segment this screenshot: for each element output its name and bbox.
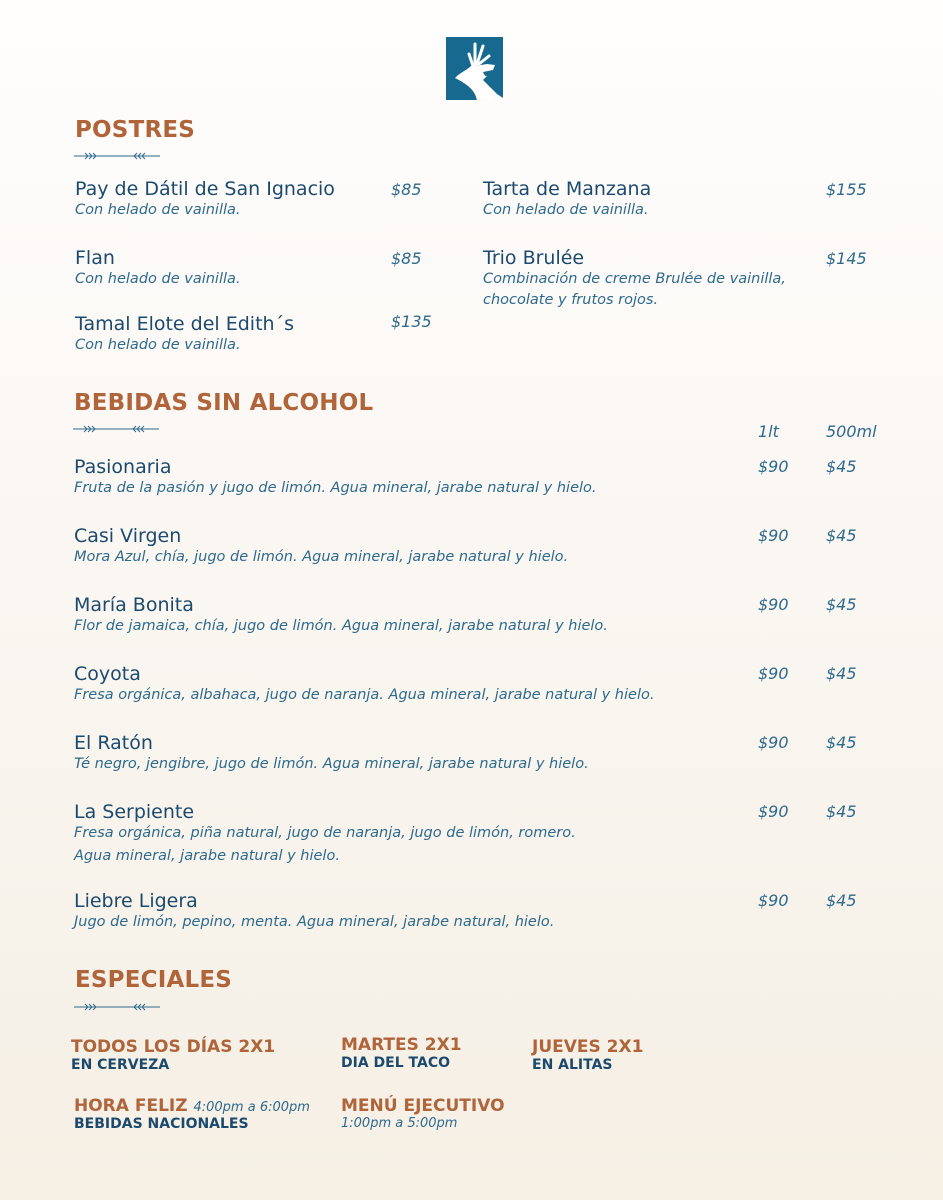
special-title: HORA FELIZ (74, 1096, 188, 1116)
item-desc: Fresa orgánica, piña natural, jugo de naranja, jugo de limón, romero. (74, 825, 576, 841)
special-item (532, 1037, 643, 1073)
column-header-1lt: 1lt (758, 422, 779, 441)
item-price: $145 (826, 249, 867, 268)
item-desc: Jugo de limón, pepino, menta. Agua mineral, jarabe natural, hielo. (74, 914, 555, 930)
drink-item (74, 525, 568, 568)
price-1lt: $90 (758, 457, 789, 476)
item-name: Flan (75, 247, 115, 269)
column-header-500ml: 500ml (826, 422, 877, 441)
special-item (74, 1096, 310, 1132)
ornament-divider (74, 1002, 160, 1012)
special-title: MENÚ EJECUTIVO (341, 1096, 505, 1116)
special-sub: DIA DEL TACO (341, 1055, 450, 1071)
item-desc: Con helado de vainilla. (75, 271, 241, 287)
drink-item (74, 801, 576, 867)
price-500ml: $45 (826, 664, 857, 683)
menu-item (483, 178, 651, 221)
item-name: Coyota (74, 663, 141, 685)
price-500ml: $45 (826, 733, 857, 752)
menu-item (483, 247, 813, 311)
price-500ml: $45 (826, 595, 857, 614)
price-1lt: $90 (758, 733, 789, 752)
special-item (341, 1096, 505, 1131)
price-1lt: $90 (758, 891, 789, 910)
special-sub: EN ALITAS (532, 1057, 613, 1073)
item-price: $85 (391, 180, 422, 199)
special-time: 1:00pm a 5:00pm (341, 1116, 458, 1131)
price-1lt: $90 (758, 595, 789, 614)
section-title-postres: POSTRES (75, 117, 196, 143)
item-price: $135 (391, 312, 432, 331)
drink-item (74, 732, 589, 775)
price-500ml: $45 (826, 457, 857, 476)
special-title: MARTES 2X1 (341, 1035, 462, 1055)
ornament-divider (74, 151, 160, 161)
item-name: Pasionaria (74, 456, 172, 478)
price-1lt: $90 (758, 526, 789, 545)
item-name: Liebre Ligera (74, 890, 198, 912)
special-sub: BEBIDAS NACIONALES (74, 1116, 249, 1132)
item-desc: Con helado de vainilla. (483, 202, 649, 218)
price-1lt: $90 (758, 802, 789, 821)
item-desc: Mora Azul, chía, jugo de limón. Agua mineral, jarabe natural y hielo. (74, 549, 569, 565)
item-desc: Combinación de creme Brulée de vainilla, chocolate y frutos rojos. (483, 271, 786, 308)
item-desc: Con helado de vainilla. (75, 337, 241, 353)
item-name: La Serpiente (74, 801, 195, 823)
menu-item (75, 247, 241, 290)
price-1lt: $90 (758, 664, 789, 683)
item-desc: Fruta de la pasión y jugo de limón. Agua mineral, jarabe natural y hielo. (74, 480, 597, 496)
item-name: María Bonita (74, 594, 194, 616)
price-500ml: $45 (826, 891, 857, 910)
special-item (341, 1035, 462, 1071)
price-500ml: $45 (826, 802, 857, 821)
menu-item (75, 178, 335, 221)
item-desc: Con helado de vainilla. (75, 202, 241, 218)
section-title-especiales: ESPECIALES (75, 967, 233, 993)
item-name: El Ratón (74, 732, 153, 754)
item-price: $85 (391, 249, 422, 268)
special-title: TODOS LOS DÍAS 2X1 (71, 1037, 276, 1057)
drink-item (74, 663, 654, 706)
section-title-bebidas: BEBIDAS SIN ALCOHOL (74, 390, 374, 416)
item-name: Pay de Dátil de San Ignacio (75, 178, 335, 200)
item-name: Trio Brulée (483, 247, 585, 269)
special-item (71, 1037, 275, 1073)
item-desc: Fresa orgánica, albahaca, jugo de naranja. Agua mineral, jarabe natural y hielo. (74, 687, 655, 703)
item-name: Tamal Elote del Edith´s (75, 313, 294, 335)
special-time: 4:00pm a 6:00pm (193, 1100, 310, 1115)
special-title: JUEVES 2X1 (532, 1037, 644, 1057)
drink-item (74, 594, 608, 637)
item-price: $155 (826, 180, 867, 199)
menu-item (75, 313, 294, 356)
price-500ml: $45 (826, 526, 857, 545)
drink-item (74, 890, 554, 933)
item-name: Tarta de Manzana (483, 178, 652, 200)
special-sub: EN CERVEZA (71, 1057, 170, 1073)
item-desc: Flor de jamaica, chía, jugo de limón. Agua mineral, jarabe natural y hielo. (74, 618, 608, 634)
item-desc: Agua mineral, jarabe natural y hielo. (74, 848, 340, 864)
item-name: Casi Virgen (74, 525, 182, 547)
deer-head-logo (445, 36, 504, 101)
item-desc: Té negro, jengibre, jugo de limón. Agua mineral, jarabe natural y hielo. (74, 756, 589, 772)
drink-item (74, 456, 597, 499)
ornament-divider (73, 424, 159, 434)
